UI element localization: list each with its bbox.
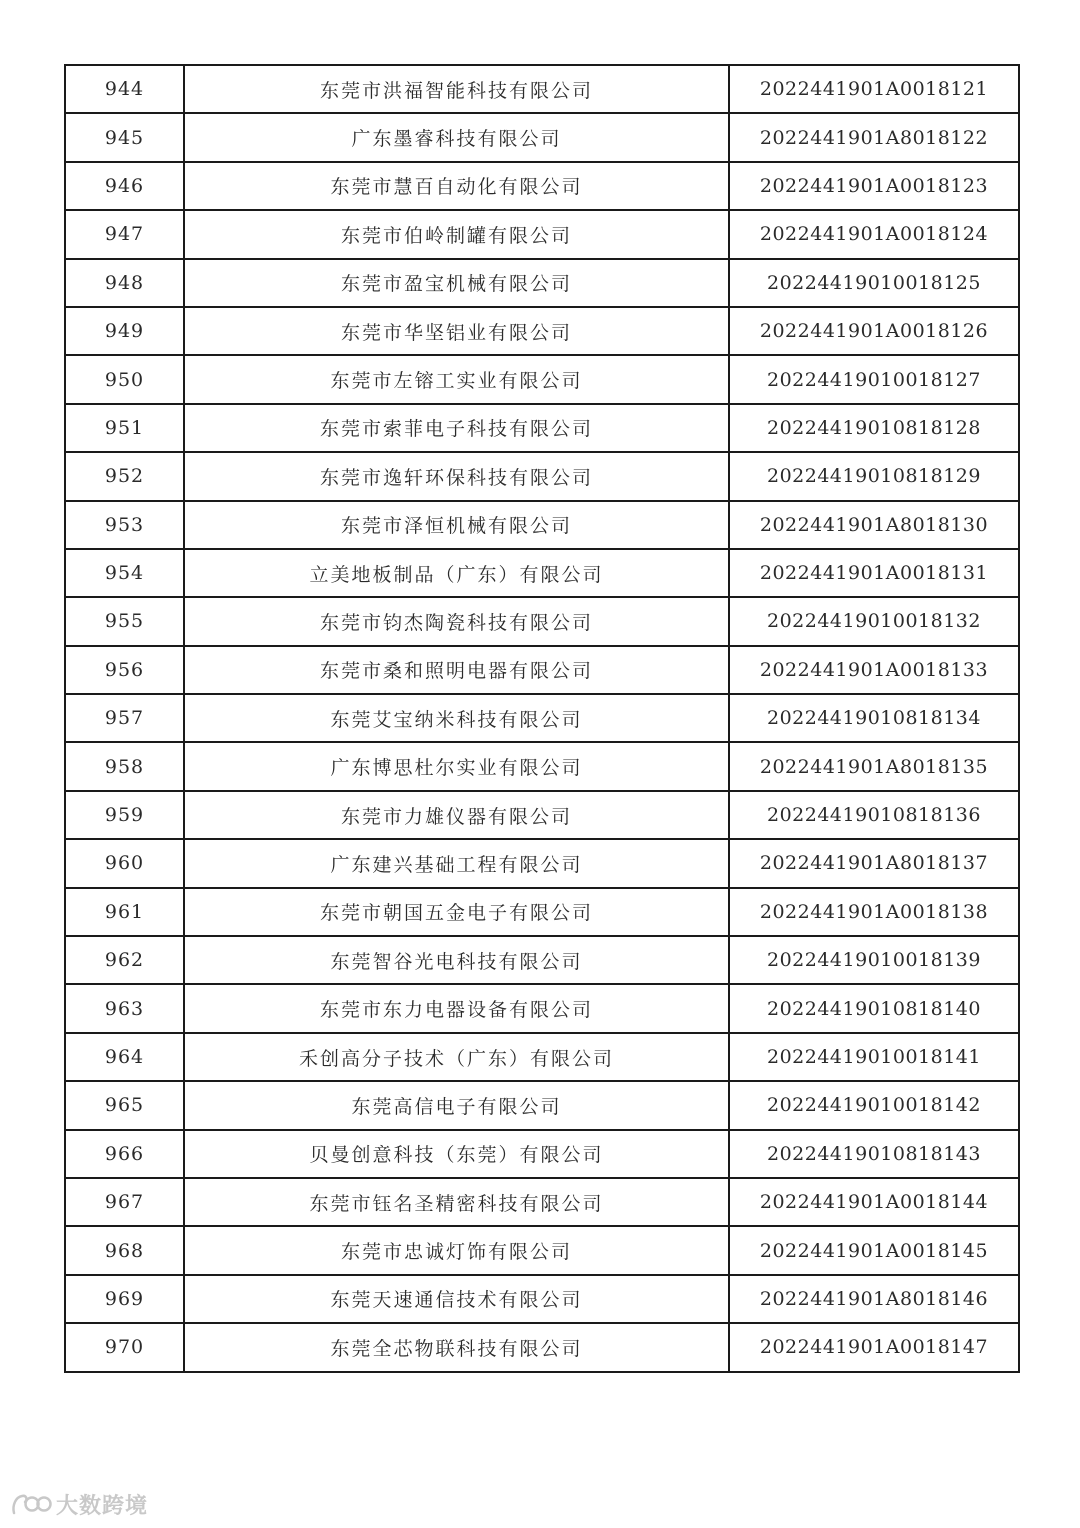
company-name: 禾创高分子技术（广东）有限公司 <box>184 1033 729 1081</box>
company-name: 立美地板制品（广东）有限公司 <box>184 549 729 597</box>
table-row <box>65 549 1019 597</box>
row-number: 952 <box>65 452 184 500</box>
registration-code: 20224419010018141 <box>729 1033 1019 1081</box>
row-number: 961 <box>65 888 184 936</box>
table-row <box>65 1081 1019 1129</box>
row-number: 960 <box>65 839 184 887</box>
registration-code: 20224419010018139 <box>729 936 1019 984</box>
row-number: 963 <box>65 984 184 1032</box>
company-name: 贝曼创意科技（东莞）有限公司 <box>184 1130 729 1178</box>
company-name: 广东墨睿科技有限公司 <box>184 113 729 161</box>
company-name: 东莞市钧杰陶瓷科技有限公司 <box>184 597 729 645</box>
company-name: 东莞市逸轩环保科技有限公司 <box>184 452 729 500</box>
row-number: 967 <box>65 1178 184 1226</box>
table-row <box>65 501 1019 549</box>
row-number: 962 <box>65 936 184 984</box>
company-name: 东莞市左镕工实业有限公司 <box>184 355 729 403</box>
row-number: 965 <box>65 1081 184 1129</box>
company-name: 东莞市洪福智能科技有限公司 <box>184 65 729 113</box>
row-number: 944 <box>65 65 184 113</box>
row-number: 953 <box>65 501 184 549</box>
table-row <box>65 936 1019 984</box>
table-row <box>65 597 1019 645</box>
row-number: 969 <box>65 1275 184 1323</box>
table-row <box>65 65 1019 113</box>
registration-code: 20224419010818134 <box>729 694 1019 742</box>
table-row <box>65 1275 1019 1323</box>
company-name: 东莞市忠诚灯饰有限公司 <box>184 1226 729 1274</box>
registration-code: 20224419010818140 <box>729 984 1019 1032</box>
row-number: 955 <box>65 597 184 645</box>
table-row <box>65 404 1019 452</box>
row-number: 968 <box>65 1226 184 1274</box>
registration-code: 20224419010018127 <box>729 355 1019 403</box>
registration-code: 2022441901A0018121 <box>729 65 1019 113</box>
row-number: 945 <box>65 113 184 161</box>
company-name: 东莞天速通信技术有限公司 <box>184 1275 729 1323</box>
row-number: 966 <box>65 1130 184 1178</box>
company-name: 东莞市索菲电子科技有限公司 <box>184 404 729 452</box>
table-row <box>65 355 1019 403</box>
company-name: 东莞市力雄仪器有限公司 <box>184 791 729 839</box>
table-body <box>65 65 1019 1372</box>
row-number: 957 <box>65 694 184 742</box>
company-name: 东莞智谷光电科技有限公司 <box>184 936 729 984</box>
registration-code: 20224419010018125 <box>729 259 1019 307</box>
row-number: 946 <box>65 162 184 210</box>
registration-code: 2022441901A0018126 <box>729 307 1019 355</box>
registration-code: 2022441901A0018138 <box>729 888 1019 936</box>
registration-code: 2022441901A0018145 <box>729 1226 1019 1274</box>
table-row <box>65 646 1019 694</box>
registration-code: 2022441901A8018130 <box>729 501 1019 549</box>
registration-code: 20224419010018132 <box>729 597 1019 645</box>
company-name: 东莞市桑和照明电器有限公司 <box>184 646 729 694</box>
row-number: 954 <box>65 549 184 597</box>
table-row <box>65 791 1019 839</box>
registration-code: 2022441901A0018123 <box>729 162 1019 210</box>
registration-code: 2022441901A0018144 <box>729 1178 1019 1226</box>
table-row <box>65 210 1019 258</box>
watermark-text: 大数跨境 <box>56 1493 149 1519</box>
company-name: 东莞市泽恒机械有限公司 <box>184 501 729 549</box>
watermark <box>10 1488 148 1520</box>
table-row <box>65 1323 1019 1371</box>
registration-code: 20224419010818143 <box>729 1130 1019 1178</box>
company-name: 东莞市东力电器设备有限公司 <box>184 984 729 1032</box>
registration-code: 20224419010818129 <box>729 452 1019 500</box>
company-name: 东莞市慧百自动化有限公司 <box>184 162 729 210</box>
table-row <box>65 452 1019 500</box>
company-name: 东莞高信电子有限公司 <box>184 1081 729 1129</box>
row-number: 951 <box>65 404 184 452</box>
company-name: 东莞市朝国五金电子有限公司 <box>184 888 729 936</box>
row-number: 959 <box>65 791 184 839</box>
row-number: 948 <box>65 259 184 307</box>
table-row <box>65 1033 1019 1081</box>
company-name: 东莞市伯岭制罐有限公司 <box>184 210 729 258</box>
logo-icon <box>10 1491 52 1517</box>
row-number: 964 <box>65 1033 184 1081</box>
table-row <box>65 162 1019 210</box>
table-row <box>65 259 1019 307</box>
registration-code: 2022441901A0018124 <box>729 210 1019 258</box>
row-number: 956 <box>65 646 184 694</box>
table-row <box>65 742 1019 790</box>
registration-code: 2022441901A8018146 <box>729 1275 1019 1323</box>
table-row <box>65 1130 1019 1178</box>
registration-code: 2022441901A8018122 <box>729 113 1019 161</box>
row-number: 970 <box>65 1323 184 1371</box>
registration-code: 2022441901A8018135 <box>729 742 1019 790</box>
table-row <box>65 1178 1019 1226</box>
company-name: 东莞市钰名圣精密科技有限公司 <box>184 1178 729 1226</box>
registration-code: 2022441901A0018133 <box>729 646 1019 694</box>
registration-code: 2022441901A8018137 <box>729 839 1019 887</box>
table-row <box>65 839 1019 887</box>
registration-code: 20224419010818128 <box>729 404 1019 452</box>
table-row <box>65 888 1019 936</box>
company-name: 广东建兴基础工程有限公司 <box>184 839 729 887</box>
registration-code: 2022441901A0018147 <box>729 1323 1019 1371</box>
company-name: 广东博思杜尔实业有限公司 <box>184 742 729 790</box>
row-number: 950 <box>65 355 184 403</box>
table-row <box>65 307 1019 355</box>
registration-code: 2022441901A0018131 <box>729 549 1019 597</box>
table-row <box>65 1226 1019 1274</box>
row-number: 958 <box>65 742 184 790</box>
row-number: 947 <box>65 210 184 258</box>
company-list-table <box>64 64 1020 1373</box>
company-name: 东莞全芯物联科技有限公司 <box>184 1323 729 1371</box>
company-name: 东莞市盈宝机械有限公司 <box>184 259 729 307</box>
registration-code: 20224419010818136 <box>729 791 1019 839</box>
company-name: 东莞艾宝纳米科技有限公司 <box>184 694 729 742</box>
table-row <box>65 113 1019 161</box>
row-number: 949 <box>65 307 184 355</box>
table-row <box>65 694 1019 742</box>
registration-code: 20224419010018142 <box>729 1081 1019 1129</box>
company-name: 东莞市华坚铝业有限公司 <box>184 307 729 355</box>
table-row <box>65 984 1019 1032</box>
